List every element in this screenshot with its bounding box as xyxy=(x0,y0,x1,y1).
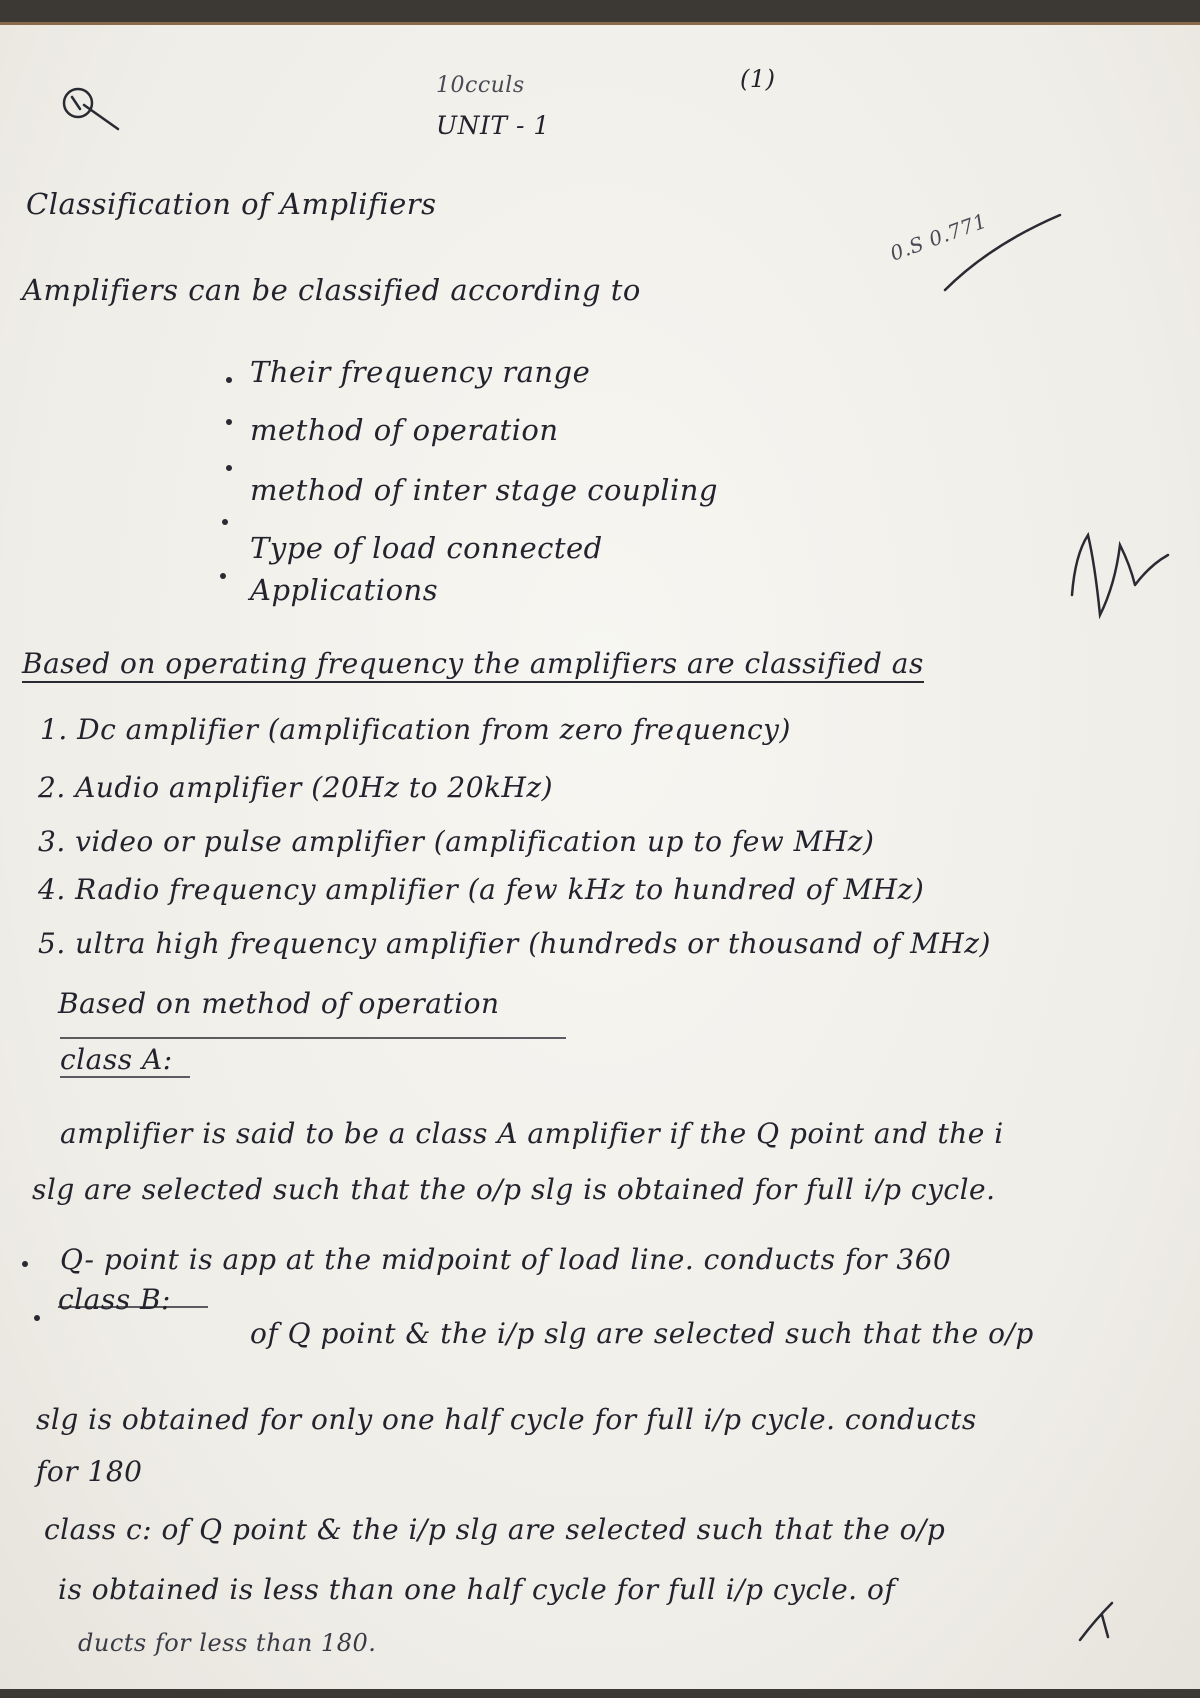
criteria-item: method of operation xyxy=(250,413,559,447)
class-c-line: is obtained is less than one half cycle for full i/p cycle. of xyxy=(58,1573,896,1606)
faint-header-scribble: 10cculs xyxy=(436,73,525,98)
class-a-line: amplifier is said to be a class A amplifier if the Q point and the i xyxy=(60,1117,1004,1150)
bullet-dot xyxy=(34,1315,40,1321)
bullet-dot xyxy=(222,519,228,525)
bottom-check-mark xyxy=(1080,1603,1112,1640)
corner-mark: 0.S 0.771 xyxy=(886,208,990,266)
bullet-dot xyxy=(226,465,232,471)
class-a-title: class A: xyxy=(60,1043,173,1076)
bullet-dot xyxy=(22,1261,28,1267)
frequency-item: 1. Dc amplifier (amplification from zero frequency) xyxy=(40,713,791,746)
criteria-item: method of inter stage coupling xyxy=(250,473,718,507)
frequency-item: 5. ultra high frequency amplifier (hundreds or thousand of MHz) xyxy=(38,927,991,960)
frequency-item: 2. Audio amplifier (20Hz to 20kHz) xyxy=(38,771,554,804)
margin-w-mark xyxy=(1072,535,1168,615)
notebook-page xyxy=(0,22,1200,1689)
class-a-line: Q- point is app at the midpoint of load line. conducts for 360 xyxy=(60,1243,952,1276)
page-number: (1) xyxy=(740,65,776,93)
class-b-line: of Q point & the i/p slg are selected such that the o/p xyxy=(250,1317,1034,1350)
circled-number-mark xyxy=(64,89,92,117)
page-title: Classification of Amplifiers xyxy=(26,187,437,221)
class-b-line: slg is obtained for only one half cycle for full i/p cycle. conducts xyxy=(36,1403,977,1436)
bullet-dot xyxy=(226,377,232,383)
class-a-line: slg are selected such that the o/p slg is obtained for full i/p cycle. xyxy=(32,1173,996,1206)
criteria-item: Applications xyxy=(250,573,439,607)
frequency-item: 4. Radio frequency amplifier (a few kHz to hundred of MHz) xyxy=(38,873,925,906)
intro-line: Amplifiers can be classified according to xyxy=(22,273,641,307)
class-b-line: for 180 xyxy=(36,1455,143,1488)
frequency-item: 3. video or pulse amplifier (amplification up to few MHz) xyxy=(38,825,875,858)
frequency-heading: Based on operating frequency the amplifiers are classified as xyxy=(22,647,924,683)
class-b-title: class B: xyxy=(58,1283,171,1316)
criteria-item: Type of load connected xyxy=(250,531,603,565)
unit-label: UNIT - 1 xyxy=(436,111,550,140)
bullet-dot xyxy=(220,573,226,579)
bullet-dot xyxy=(226,419,232,425)
operation-heading: Based on method of operation xyxy=(58,987,500,1020)
circled-tick-mark xyxy=(72,97,118,129)
criteria-item: Their frequency range xyxy=(250,355,591,389)
class-c-line: ducts for less than 180. xyxy=(78,1629,377,1657)
class-c-line: class c: of Q point & the i/p slg are selected such that the o/p xyxy=(44,1513,946,1546)
